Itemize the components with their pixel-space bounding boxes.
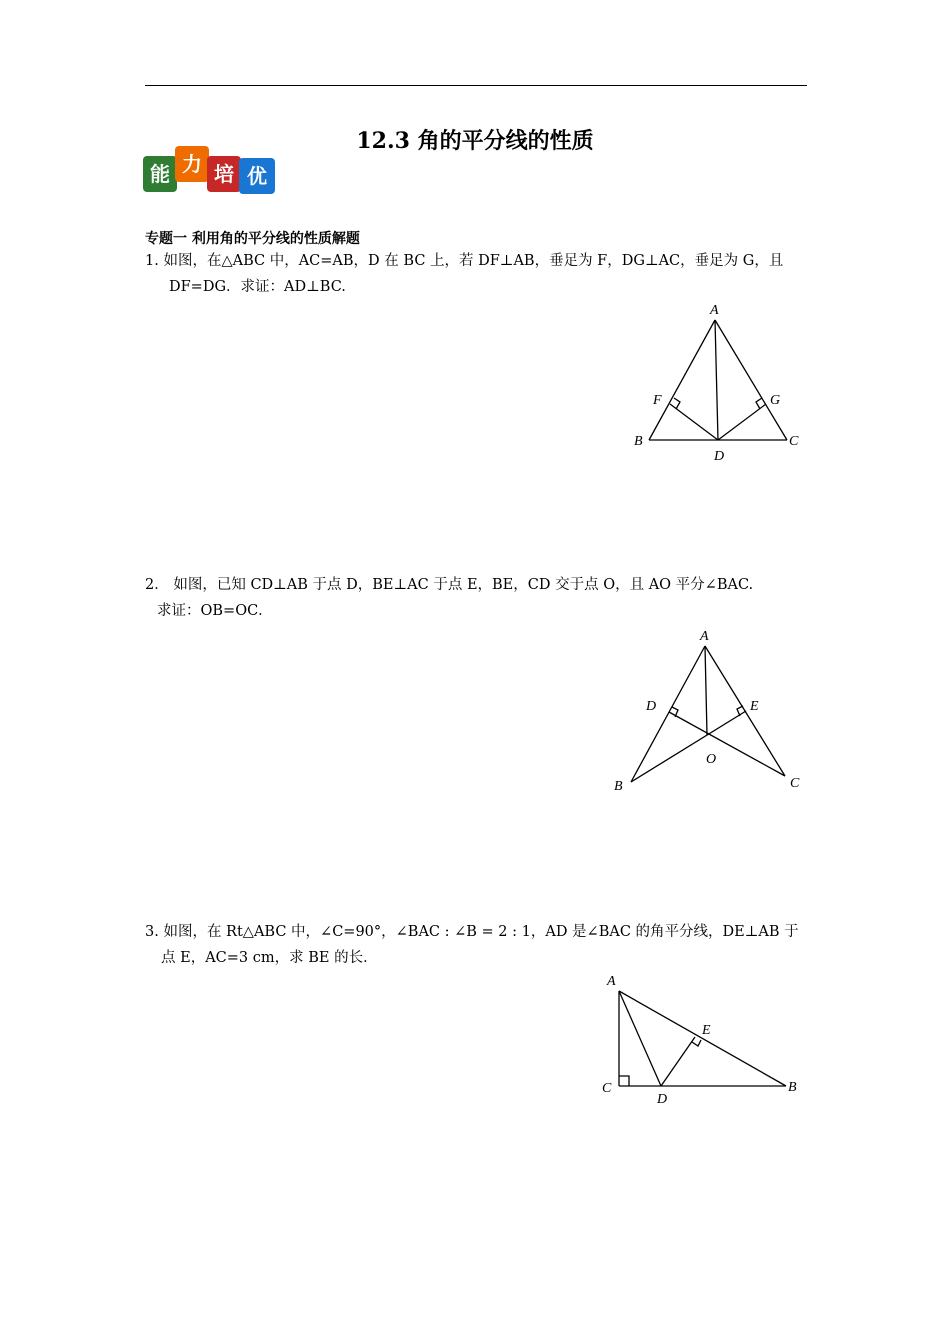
fig2-label-C: C (790, 776, 800, 791)
fig2-label-E: E (750, 699, 759, 714)
fig1-label-D: D (714, 449, 725, 464)
fig2-label-D: D (646, 699, 657, 714)
ability-logo (143, 146, 277, 196)
figure-1 (625, 298, 815, 468)
logo-tile-2: 力 (175, 146, 209, 182)
logo-tile-3: 培 (207, 156, 241, 192)
figure-3 (598, 966, 808, 1111)
logo-tile-1: 能 (143, 156, 177, 192)
header-rule (145, 85, 807, 86)
problem-1-line1: 如图，在△ABC 中，AC=AB，D 在 BC 上，若 DF⊥AB，垂足为 F，DG⊥AC，垂足为 G，且 (163, 253, 784, 269)
fig2-label-O: O (706, 752, 717, 767)
fig3-label-C: C (602, 1081, 612, 1096)
fig1-label-G: G (770, 393, 781, 408)
fig3-label-E: E (702, 1023, 711, 1038)
page-title: 12.3 角的平分线的性质 (356, 128, 594, 154)
fig3-label-D: D (657, 1092, 668, 1107)
fig3-label-A: A (607, 974, 616, 989)
logo-tile-4: 优 (239, 158, 275, 194)
problem-3-line2: 点 E，AC=3 cm，求 BE 的长． (161, 950, 378, 966)
fig1-label-A: A (710, 303, 719, 318)
fig1-label-C: C (789, 434, 799, 449)
problem-1-number: 1. (145, 253, 159, 269)
problem-2 (145, 572, 753, 598)
problem-3-number: 3. (145, 924, 159, 940)
fig1-label-F: F (653, 393, 662, 408)
problem-3-line1: 如图，在 Rt△ABC 中，∠C=90°，∠BAC : ∠B = 2 : 1，AD 是∠BAC 的角平分线，DE⊥AB 于 (163, 924, 799, 940)
fig3-label-B: B (788, 1080, 797, 1095)
problem-1 (145, 248, 783, 274)
problem-2-line1: 如图，已知 CD⊥AB 于点 D，BE⊥AC 于点 E，BE，CD 交于点 O，且 AO 平分∠BAC. (173, 577, 754, 593)
problem-2-number: 2． (145, 577, 169, 593)
fig2-label-B: B (614, 779, 623, 794)
problem-3 (145, 919, 799, 945)
fig1-label-B: B (634, 434, 643, 449)
fig2-label-A: A (700, 629, 709, 644)
problem-2-line2: 求证：OB=OC． (157, 603, 273, 619)
problem-1-line2: DF=DG．求证：AD⊥BC. (169, 279, 346, 295)
figure-2 (605, 624, 810, 799)
section-heading: 专题一 利用角的平分线的性质解题 (145, 231, 360, 247)
